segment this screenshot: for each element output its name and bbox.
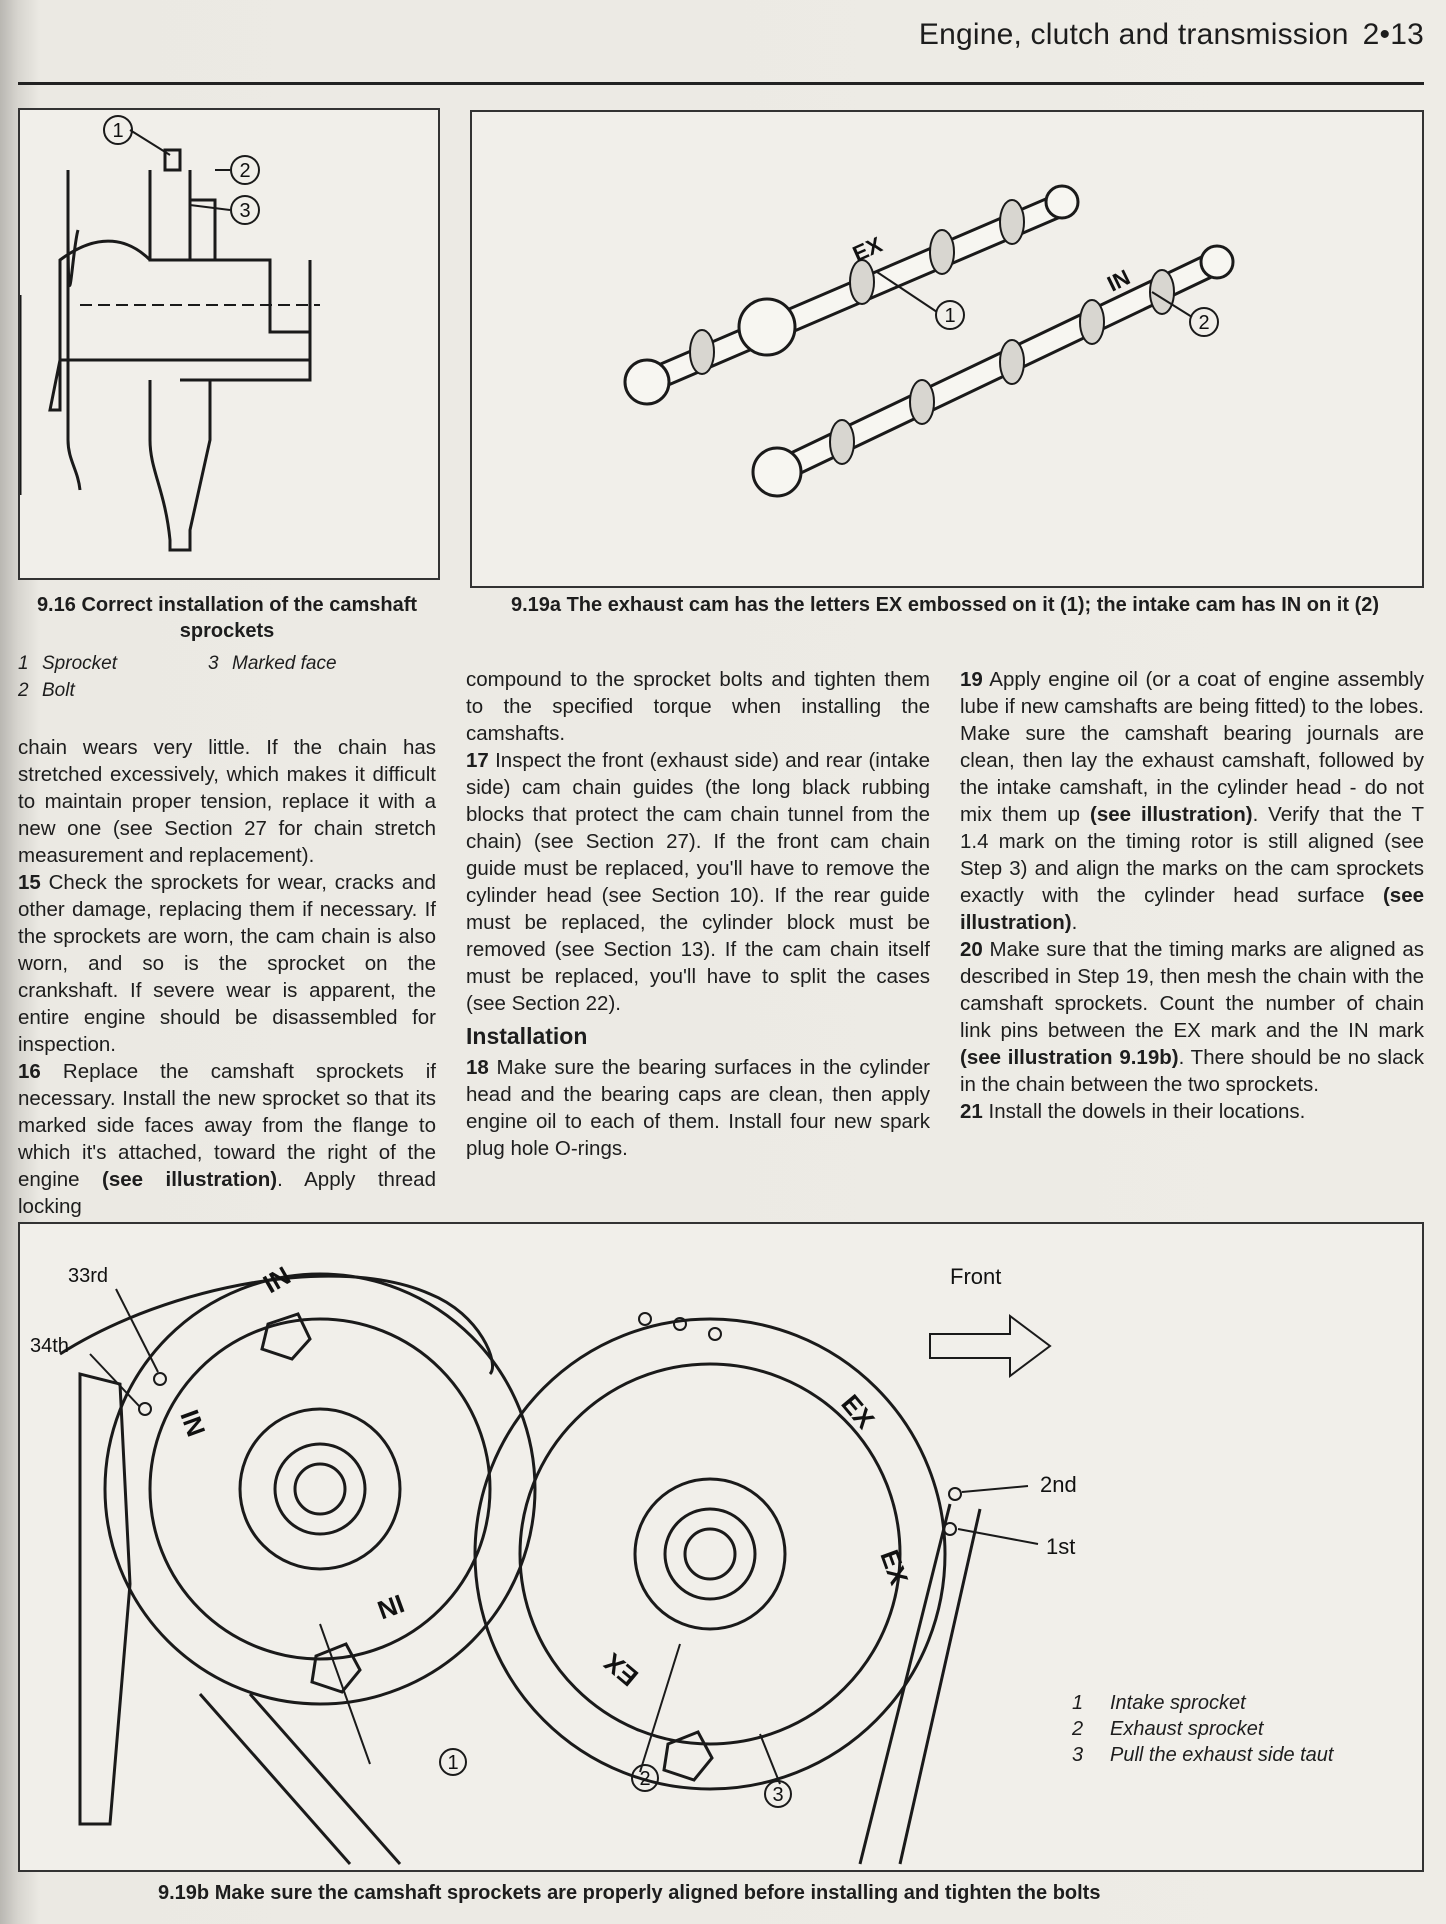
legend-bolt: Bolt bbox=[42, 680, 75, 701]
legend-intake-sprocket: Intake sprocket bbox=[1110, 1692, 1246, 1714]
pin-33rd-label: 33rd bbox=[68, 1265, 109, 1287]
in-mark-top: IN bbox=[258, 1260, 296, 1300]
legend-num: 2 bbox=[18, 680, 29, 701]
step-17-text: Inspect the front (exhaust side) and rear (intake side) cam chain guides (the long black rubbing blocks that protect the cam chain tunnel from the chain) (see Section 27). If the front cam chain guide must be replaced, you'll have to remove the cylinder head (see Section 10). If the rear guide must be replaced, the cylinder block must be removed (see Section 13). If the cam chain itself must be replaced, you'll have to split the cases (see Section 22). bbox=[466, 749, 930, 1015]
step-21-text: Install the dowels in their locations. bbox=[988, 1100, 1306, 1123]
legend-num: 3 bbox=[1072, 1744, 1084, 1766]
step-18-text: Make sure the bearing surfaces in the cylinder head and the bearing caps are clean, then apply engine oil to each of them. Install four new spark plug hole O-rings. bbox=[466, 1056, 930, 1160]
callout-1: 1 bbox=[447, 1752, 459, 1774]
step-16-number: 16 bbox=[18, 1060, 41, 1083]
sprocket-diagram bbox=[20, 110, 438, 578]
step-19 bbox=[960, 666, 1424, 936]
ex-mark-bottom: EX bbox=[598, 1647, 644, 1693]
step-17-number: 17 bbox=[466, 749, 489, 772]
callout-3: 3 bbox=[239, 200, 251, 222]
step-21 bbox=[960, 1098, 1424, 1125]
callout-1: 1 bbox=[944, 305, 956, 327]
step-20-number: 20 bbox=[960, 938, 983, 961]
text-column-3 bbox=[960, 666, 1424, 1125]
legend-marked-face: Marked face bbox=[232, 653, 337, 674]
header-rule bbox=[18, 82, 1424, 85]
figure-9-16 bbox=[18, 108, 440, 580]
step-19-text-2: . Verify that the T 1.4 mark on the timing rotor is still aligned (see Step 3) and align the marks on the cam sprockets exactly with the cylinder head surface bbox=[960, 803, 1425, 907]
callout-1: 1 bbox=[112, 120, 124, 142]
camshafts-diagram bbox=[472, 112, 1422, 586]
step-16 bbox=[18, 1058, 436, 1220]
page-number: 2•13 bbox=[1362, 18, 1424, 51]
sprocket-alignment-diagram bbox=[20, 1224, 1422, 1870]
step-15-number: 15 bbox=[18, 871, 41, 894]
step-20-text: Make sure that the timing marks are aligned as described in Step 19, then mesh the chain with the camshaft sprockets. Count the number of chain link pins between the EX mark and the IN mark bbox=[960, 938, 1424, 1042]
see-illustration-ref: (see illustration) bbox=[102, 1168, 278, 1191]
legend-pull-taut: Pull the exhaust side taut bbox=[1110, 1744, 1334, 1766]
callout-2: 2 bbox=[239, 160, 251, 182]
callout-3: 3 bbox=[772, 1784, 784, 1806]
step-20 bbox=[960, 936, 1424, 1098]
ex-label: EX bbox=[848, 231, 886, 267]
legend-exhaust-sprocket: Exhaust sprocket bbox=[1110, 1718, 1264, 1740]
in-mark-side: IN bbox=[174, 1405, 212, 1441]
legend-9-16 bbox=[18, 650, 436, 704]
section-heading-installation: Installation bbox=[466, 1023, 588, 1049]
paragraph-continued: compound to the sprocket bolts and tighten them to the specified torque when installing the camshafts. bbox=[466, 668, 930, 745]
legend-9-19b bbox=[1072, 1690, 1402, 1768]
step-17 bbox=[466, 747, 930, 1017]
step-15 bbox=[18, 869, 436, 1058]
in-mark-bottom: IN bbox=[373, 1588, 409, 1626]
step-19-number: 19 bbox=[960, 668, 983, 691]
running-header bbox=[919, 18, 1424, 52]
step-18 bbox=[466, 1054, 930, 1162]
figure-9-19b bbox=[18, 1222, 1424, 1872]
step-20-tail: . There should be no slack in the chain between the two sprockets. bbox=[960, 1046, 1425, 1096]
text-column-1 bbox=[18, 734, 436, 1220]
ex-mark-side: EX bbox=[874, 1545, 915, 1589]
step-19-end: . bbox=[1071, 911, 1078, 934]
figure-9-19a bbox=[470, 110, 1424, 588]
paragraph-continued: chain wears very little. If the chain has stretched excessively, which makes it difficult to maintain proper tension, replace it with a new one (see Section 27 for chain stretch measurement and replacement). bbox=[18, 736, 436, 867]
ex-mark-top: EX bbox=[835, 1388, 881, 1435]
front-arrow bbox=[930, 1316, 1050, 1376]
see-illustration-ref: (see illustration) bbox=[1090, 803, 1253, 826]
pin-2nd-label: 2nd bbox=[1040, 1472, 1077, 1497]
step-16-text: Replace the camshaft sprockets if necessary. Install the new sprocket so that its marked side faces away from the flange to which it's attached, toward the right of the engine bbox=[18, 1060, 437, 1191]
legend-sprocket: Sprocket bbox=[42, 653, 117, 674]
front-label: Front bbox=[950, 1264, 1002, 1289]
step-15-text: Check the sprockets for wear, cracks and other damage, replacing them if necessary. If the sprockets are worn, the cam chain is also worn, and so is the sprocket on the crankshaft. If severe wear is apparent, the entire engine should be disassembled for inspection. bbox=[18, 871, 437, 1056]
step-19-text: Apply engine oil (or a coat of engine assembly lube if new camshafts are being fitted) to the lobes. Make sure the camshaft bearing journals are clean, then lay the exhaust camshaft, followed by the intake camshaft, in the cylinder head - do not mix them up bbox=[960, 668, 1424, 826]
legend-num: 3 bbox=[208, 653, 219, 674]
text-column-2 bbox=[466, 666, 930, 1162]
pin-1st-label: 1st bbox=[1046, 1534, 1076, 1559]
header-title: Engine, clutch and transmission bbox=[918, 18, 1349, 51]
callout-2: 2 bbox=[639, 1768, 651, 1790]
in-label: IN bbox=[1103, 264, 1134, 297]
legend-num: 1 bbox=[1072, 1692, 1084, 1714]
step-16-tail: . Apply thread locking bbox=[18, 1168, 436, 1218]
caption-9-16 bbox=[18, 592, 436, 644]
caption-9-19b: 9.19b Make sure the camshaft sprockets are properly aligned before installing and tighten the bolts bbox=[158, 1882, 1101, 1904]
callout-2: 2 bbox=[1198, 312, 1210, 334]
step-18-number: 18 bbox=[466, 1056, 489, 1079]
legend-num: 2 bbox=[1072, 1718, 1084, 1740]
see-illustration-ref: (see illustration) bbox=[960, 884, 1425, 934]
step-21-number: 21 bbox=[960, 1100, 983, 1123]
caption-9-16-num: 9.16 bbox=[36, 594, 76, 616]
legend-num: 1 bbox=[18, 653, 29, 674]
pin-34th-label: 34th bbox=[30, 1335, 69, 1357]
caption-9-19a: 9.19a The exhaust cam has the letters EX embossed on it (1); the intake cam has IN on it (2) bbox=[510, 594, 1380, 616]
caption-9-16-text: Correct installation of the camshaft sprockets bbox=[81, 594, 418, 642]
see-illustration-ref: (see illustration 9.19b) bbox=[960, 1046, 1179, 1069]
